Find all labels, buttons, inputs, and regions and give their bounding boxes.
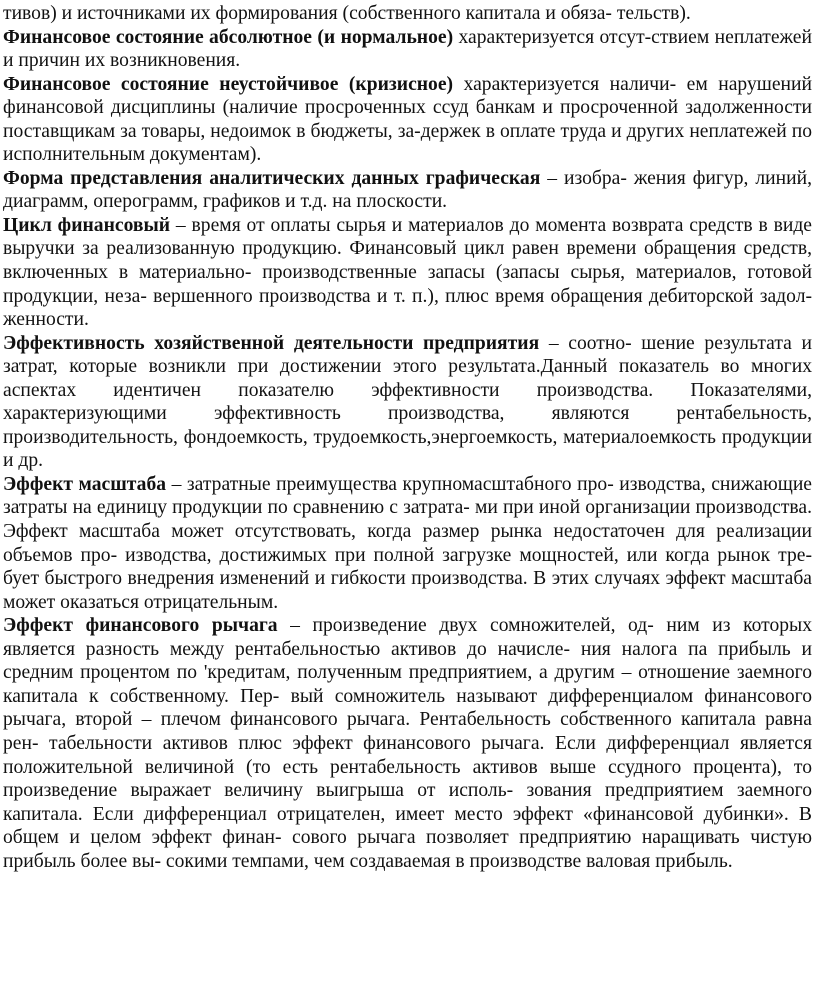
term-heading: Форма представления аналитических данных графическая <box>3 167 541 189</box>
paragraph-text: – время от оплаты сырья и материалов до момента возврата средств в виде выручки за реализованную продукцию. Финансовый цикл равен времени обращения средств, включенных в материально- производственные запасы (запасы сырья, материалов, готовой продукции, неза- вершенного производства и т. п.), плюс время обращения дебиторской задол- женности. <box>3 214 813 331</box>
paragraph-intro <box>3 2 812 26</box>
paragraph-text: – изобра- жения фигур, линий, диаграмм, оперограмм, графиков и т.д. на плоскости. <box>3 167 812 213</box>
paragraph-text: – произведение двух сомножителей, од- ним из которых является разность между рентабельностью активов до начисле- ния налога па прибыль и средним процентом по 'кредитам, полученным предприятием, а другим – отношение заемного капитала к собственному. Пер- вый сомножитель называют дифференциалом финансового рычага, второй – плечом финансового рычага. Рентабельность собственного капитала равна рен- табельности активов плюс эффект финансового рычага. Если дифференциал является положительной величиной (то есть рентабельность активов выше ссудного процента), то произведение выражает величину выигрыша от исполь- зования предприятием заемного капитала. Если дифференциал отрицателен, имеет место эффект «финансовой дубинки». В общем и целом эффект финан- сового рычага позволяет предприятию наращивать чистую прибыль более вы- сокими темпами, чем создаваемая в производстве валовая прибыль. <box>3 615 812 872</box>
paragraph-scale-effect <box>3 473 812 614</box>
term-heading: Эффект финансового рычага <box>3 615 278 637</box>
term-heading: Эффективность хозяйственной деятельности предприятия <box>3 332 540 354</box>
paragraph-financial-leverage <box>3 614 812 873</box>
paragraph-text: характеризуется отсут-ствием неплатежей и причин их возникновения. <box>3 26 812 72</box>
term-heading: Цикл финансовый <box>3 214 171 236</box>
term-heading: Финансовое состояние неустойчивое (кризисное) <box>3 73 454 95</box>
paragraph-absolute-state <box>3 26 812 73</box>
paragraph-text: характеризуется наличи- ем нарушений финансовой дисциплины (наличие просроченных ссуд банкам и просроченной задолженности поставщикам за товары, недоимок в бюджеты, за-держек в оплате труда и других неплатежей по исполнительным документам). <box>3 73 812 166</box>
term-heading: Финансовое состояние абсолютное (и нормальное) <box>3 26 454 48</box>
paragraph-graphic-form <box>3 167 812 214</box>
term-heading: Эффект масштаба <box>3 473 167 495</box>
paragraph-text: – затратные преимущества крупномасштабного про- изводства, снижающие затраты на единицу продукции по сравнению с затрата- ми при иной организации производства. Эффект масштаба может отсутствовать, когда размер рынка недостаточен для реализации объемов про- изводства, достижимых при полной загрузке мощностей, или когда рынок тре- бует быстрого внедрения изменений и гибкости производства. В этих случаях эффект масштаба может оказаться отрицательным. <box>3 473 812 613</box>
paragraph-efficiency <box>3 332 812 473</box>
paragraph-text: – соотно- шение результата и затрат, которые возникли при достижении этого результата.Данный показатель во многих аспектах идентичен показателю эффективности производства. Показателями, характеризующими эффективность производства, являются рентабельность, производительность, фондоемкость, трудоемкость,энергоемкость, материалоемкость продукции и др. <box>3 332 812 472</box>
paragraph-financial-cycle <box>3 214 812 332</box>
paragraph-text: тивов) и источниками их формирования (собственного капитала и обяза- тельств). <box>3 3 691 24</box>
paragraph-unstable-state <box>3 73 812 167</box>
